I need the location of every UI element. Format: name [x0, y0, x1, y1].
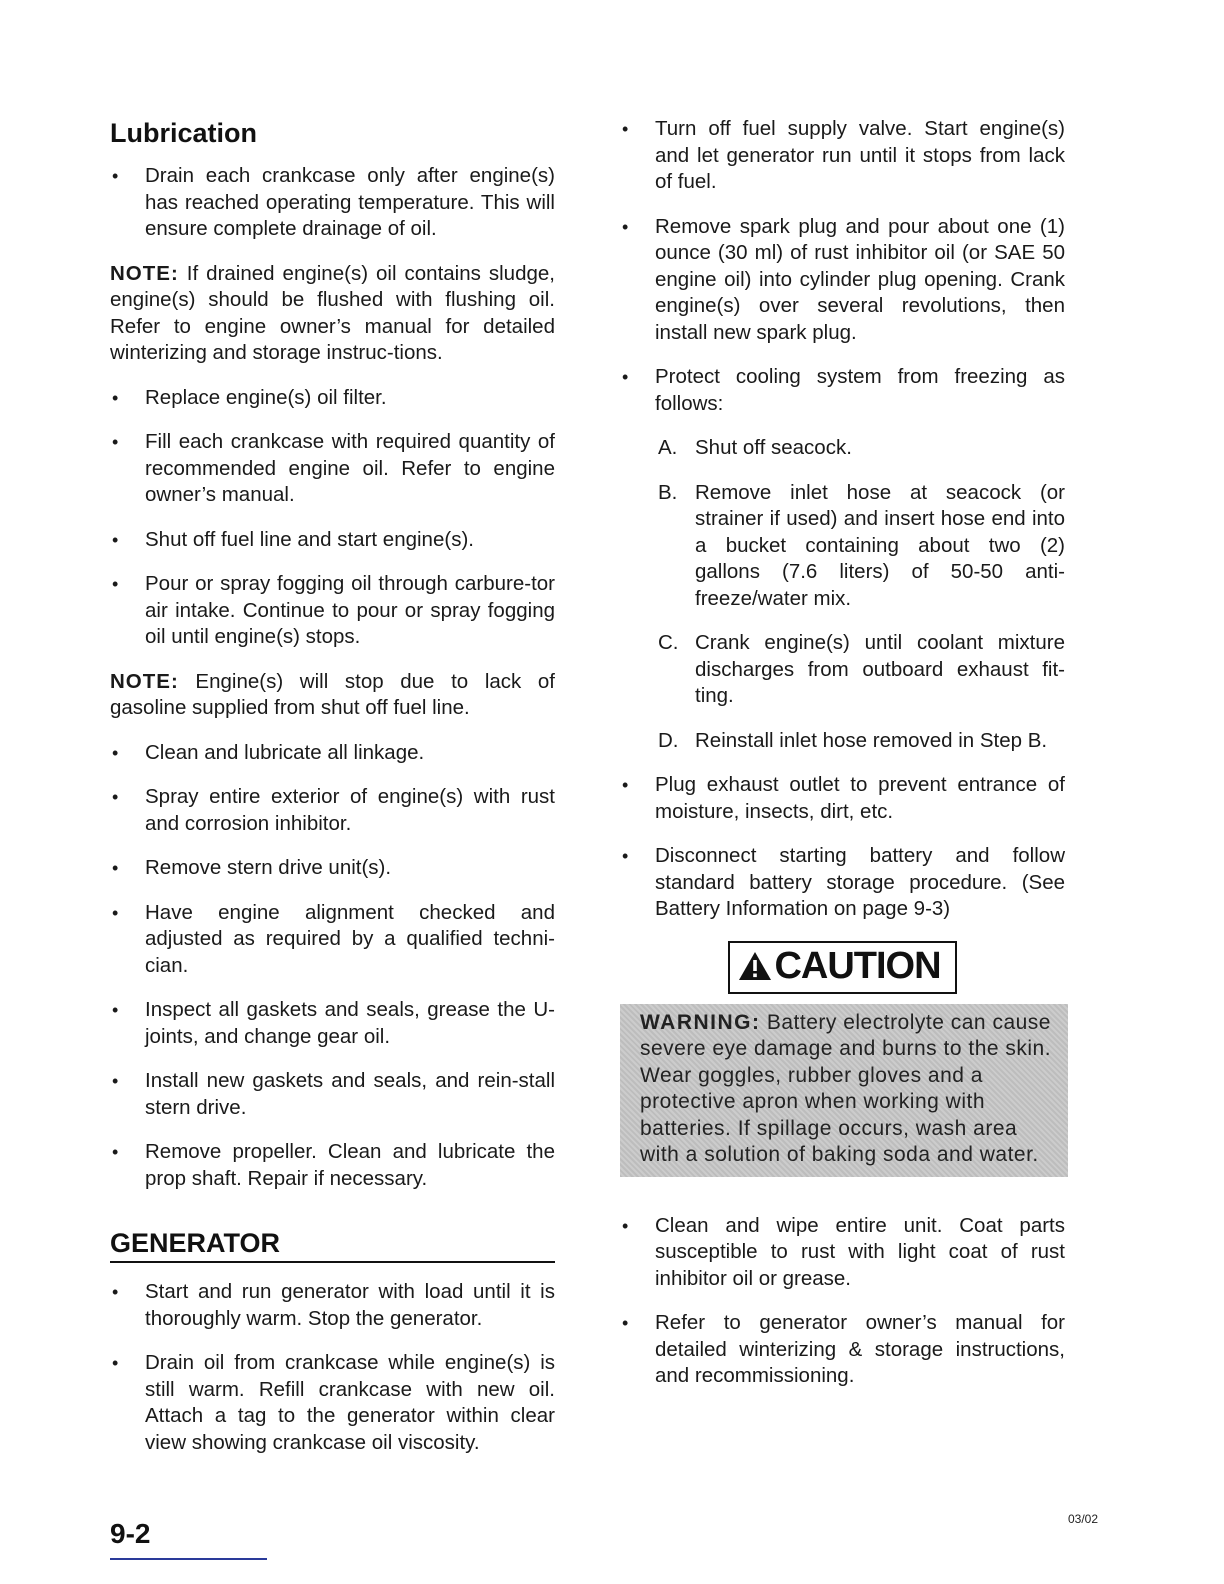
lubrication-heading: Lubrication — [110, 118, 257, 148]
bullet-dot-icon: • — [112, 529, 119, 550]
list-item: • Clean and lubricate all linkage. — [110, 740, 555, 767]
list-item: • Remove stern drive unit(s). — [110, 855, 555, 882]
list-item: • Clean and wipe entire unit. Coat parts susceptible to rust with light coat of rust inhibitor oil or grease. — [622, 1213, 1065, 1290]
list-item: • Refer to generator owner’s manual for detailed winterizing & storage instructions, and recommissioning. — [622, 1311, 1065, 1387]
bullet-dot-icon: • — [622, 1313, 629, 1333]
list-item: • Turn off fuel supply valve. Start engine(s) and let generator run until it stops from lack of fuel. — [622, 117, 1065, 193]
list-item: • Remove spark plug and pour about one (1) ounce (30 ml) of rust inhibitor oil (or SAE 50 engine oil) into cylinder plug opening. Crank engine(s) over several revolutions, then install new spark plug. — [622, 214, 1065, 344]
list-item: • Shut off fuel line and start engine(s). — [110, 527, 555, 554]
list-item: • Spray entire exterior of engine(s) with rust and corrosion inhibitor. — [112, 785, 555, 835]
page-number: 9-2 — [110, 1518, 151, 1549]
bullet-dot-icon: • — [112, 742, 119, 763]
list-item: • Install new gaskets and seals, and rein-stall stern drive. — [112, 1069, 555, 1119]
list-item: • Replace engine(s) oil filter. — [110, 385, 555, 412]
bullet-dot-icon: • — [112, 1000, 119, 1020]
left-column — [110, 112, 555, 1474]
bullet-dot-icon: • — [622, 775, 629, 795]
note-paragraph: NOTE: Engine(s) will stop due to lack of gasoline supplied from shut off fuel line. — [110, 669, 555, 719]
list-item: • Start and run generator with load until it is thoroughly warm. Stop the generator. — [112, 1280, 555, 1330]
bullet-dot-icon: • — [622, 119, 629, 139]
sub-step-b: B. Remove inlet hose at seacock (or strainer if used) and insert hose end into a bucket containing about two (2) gallons (7.6 liters) of 50-50 anti-freeze/water mix. — [658, 480, 1065, 610]
warning-box: WARNING: Battery electrolyte can cause severe eye damage and burns to the skin. Wear goggles, rubber gloves and a protective apron when working with batteries. If spillage occurs, wash area with a solution of baking soda and water. — [620, 1004, 1068, 1177]
right-column — [620, 116, 1065, 1408]
bullet-dot-icon: • — [112, 1071, 119, 1091]
bullet-dot-icon: • — [112, 387, 119, 408]
bullet-dot-icon: • — [112, 432, 119, 452]
bullet-dot-icon: • — [112, 574, 119, 594]
bullet-dot-icon: • — [112, 1282, 119, 1302]
list-item: • Disconnect starting battery and follow standard battery storage procedure. (See Battery Information on page 9-3) — [622, 844, 1065, 920]
list-item: • Inspect all gaskets and seals, grease the U-joints, and change gear oil. — [112, 998, 555, 1048]
bullet-dot-icon: • — [622, 846, 629, 866]
bullet-dot-icon: • — [622, 367, 629, 387]
bullet-dot-icon: • — [622, 216, 629, 237]
sub-step-c: C. Crank engine(s) until coolant mixture discharges from outboard exhaust fit-ting. — [658, 631, 1065, 707]
bullet-dot-icon: • — [112, 858, 119, 878]
bullet-dot-icon: • — [112, 787, 119, 807]
bullet-dot-icon: • — [112, 1142, 119, 1162]
sub-step-a: A. Shut off seacock. — [658, 436, 852, 459]
footer-rule — [110, 1558, 267, 1560]
warning-triangle-icon — [738, 951, 772, 981]
caution-header — [620, 941, 1065, 994]
bullet-dot-icon: • — [112, 902, 119, 923]
date-code: 03/02 — [1068, 1512, 1099, 1526]
list-item: • Fill each crankcase with required quantity of recommended engine oil. Refer to engine owner’s manual. — [112, 430, 555, 506]
generator-heading: GENERATOR — [110, 1228, 555, 1263]
bullet-dot-icon: • — [622, 1215, 629, 1236]
list-item: • Remove propeller. Clean and lubricate the prop shaft. Repair if necessary. — [112, 1140, 555, 1190]
list-item: • Plug exhaust outlet to prevent entrance of moisture, insects, dirt, etc. — [622, 773, 1065, 823]
caution-label-box: CAUTION — [728, 941, 956, 994]
list-item: • Protect cooling system from freezing as follows: — [622, 365, 1065, 415]
list-item: • Drain each crankcase only after engine(s) has reached operating temperature. This will ensure complete drainage of oil. — [112, 164, 555, 240]
bullet-dot-icon: • — [112, 1353, 119, 1373]
list-item: • Have engine alignment checked and adjusted as required by a qualified techni-cian. — [112, 900, 555, 977]
sub-step-d: D. Reinstall inlet hose removed in Step B. — [658, 728, 1048, 752]
bullet-dot-icon: • — [112, 166, 119, 186]
note-paragraph: NOTE: If drained engine(s) oil contains sludge, engine(s) should be flushed with flushing oil. Refer to engine owner’s manual for detailed winterizing and storage instruc-tions. — [110, 261, 555, 364]
list-item: • Pour or spray fogging oil through carbure-tor air intake. Continue to pour or spray fogging oil until engine(s) stops. — [112, 572, 555, 648]
list-item: • Drain oil from crankcase while engine(s) is still warm. Refill crankcase with new oil. Attach a tag to the generator within clear view showing crankcase oil viscosity. — [112, 1351, 555, 1454]
